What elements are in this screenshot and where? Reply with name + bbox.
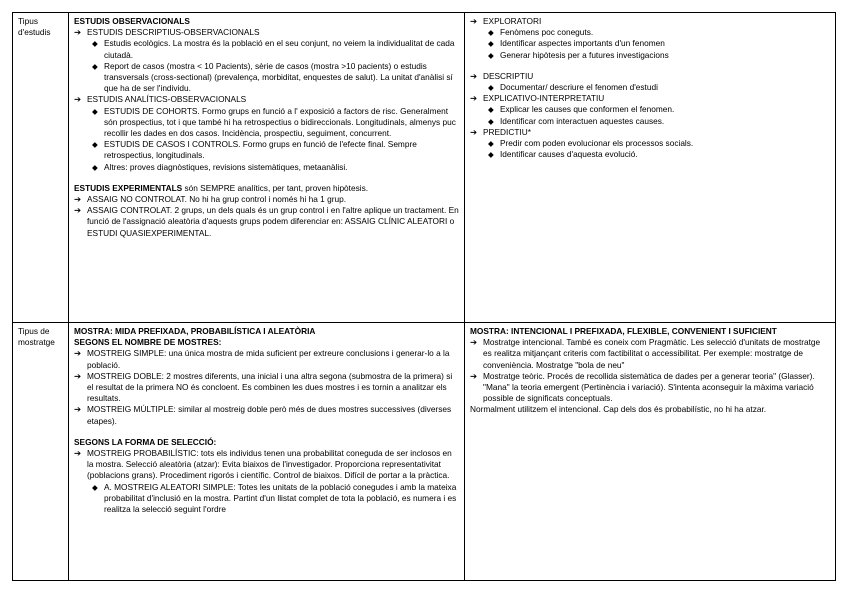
list-item: ◆ Documentar/ descriure el fenomen d'estudi — [488, 82, 658, 93]
list-item: ➔ ASSAIG NO CONTROLAT. No hi ha grup control i només hi ha 1 grup. — [74, 194, 347, 205]
study-purpose-cell — [465, 13, 836, 323]
list-item: ➔ MOSTREIG PROBABILÍSTIC: tots els individus tenen una probabilitat coneguda de ser inclosos en la mostra. Selecció aleatòria (atzar): Evita biaixos de l'investigador. Proporciona representativitat (poblacions grans). Procediment rigorós i científic. Control de biaixos. Difícil de portar a la pràctica. — [74, 448, 452, 481]
predictive-heading: ➔ PREDICTIU* — [470, 126, 531, 137]
arrow-icon: ➔ — [74, 194, 81, 205]
list-item: ◆ Report de casos (mostra < 10 Pacients), sèrie de casos (mostra >10 pacients) o estudis transversals (cross-sectional) (prevalença, morbiditat, enquestes de salut). La unitat d'anàlisi sí que ha de ser l'individu. — [92, 60, 453, 94]
diamond-bullet-icon: ◆ — [488, 139, 494, 149]
arrow-icon: ➔ — [470, 370, 477, 381]
arrow-icon: ➔ — [74, 205, 81, 216]
list-item: ➔ MOSTREIG DOBLE: 2 mostres diferents, una inicial i una altra segona (submostra de la primera) si el resultat de la primera NO és concloent. Es combinen les dues mostres i es tornin a analitzar els resultats. — [74, 370, 453, 404]
list-item: ◆ Estudis ecològics. La mostra és la població en el seu conjunt, no veiem la individualitat de cada ciutadà. — [92, 38, 455, 60]
explicative-heading: ➔ EXPLICATIVO-INTERPRETATIU — [470, 93, 605, 104]
study-types-table — [12, 12, 836, 581]
arrow-icon: ➔ — [470, 126, 477, 137]
diamond-bullet-icon: ◆ — [488, 28, 494, 38]
arrow-icon: ➔ — [74, 448, 81, 459]
row-label-study-types: Tipus d'estudis — [13, 13, 69, 323]
diamond-bullet-icon: ◆ — [92, 61, 98, 71]
closing-note: Normalment utilitzem el intencional. Cap dels dos és probabilístic, no hi ha atzar. — [470, 404, 767, 415]
list-item: ➔ Mostratge intencional. També es coneix com Pragmàtic. Les selecció d'unitats de mostratge es realitza mitjançant criteris com factibilitat o accessibilitat. Per exemple: mostratge de conveniència. Mostratge "bola de neu" — [470, 337, 821, 370]
list-item: ◆ ESTUDIS DE COHORTS. Formo grups en funció a l' exposició a factors de risc. Generalment són prospectius, tot i que també hi ha retrospectius o bidireccionals. Longitudinals, almenys puc recollir les dades en dos casos. Incidència, prospectiu, seguiment, concurrent. — [92, 105, 456, 139]
diamond-bullet-icon: ◆ — [92, 162, 98, 172]
list-item: ◆ A. MOSTREIG ALEATORI SIMPLE: Totes les unitats de la població conegudes i amb la mateixa probabilitat d'inclusió en la mostra. Partint d'un llistat complet de tota la població, es numera i es realitza la selecció seguint l'ordre — [92, 481, 457, 515]
observational-experimental-cell — [69, 13, 465, 323]
list-item: ◆ Explicar les causes que conformen el fenomen. — [488, 104, 675, 115]
diamond-bullet-icon: ◆ — [92, 140, 98, 150]
exploratory-heading: ➔ EXPLORATORI — [470, 16, 542, 26]
list-item: ◆ Identificar com interactuen aquestes causes. — [488, 115, 665, 126]
list-item: ◆ Identificar causes d'aquesta evolució. — [488, 149, 638, 160]
arrow-icon: ➔ — [470, 70, 477, 81]
list-item: ◆ Generar hipòtesis per a futures investigacions — [488, 49, 669, 60]
list-item: ➔ ASSAIG CONTROLAT. 2 grups, un dels quals és un grup control i en l'altre aplique un tractament. En funció de l'assignació aleatòria d'aquests grups podem diferenciar en: ASSAIG CLÍNIC ALEATORI o ESTUDI QUASIEXPERIMENTAL. — [74, 205, 459, 238]
list-item: ➔ MOSTREIG SIMPLE: una única mostra de mida suficient per extreure conclusions i generar-lo a la població. — [74, 348, 450, 370]
row-sampling-types — [13, 323, 836, 581]
list-item: ◆ Predir com poden evolucionar els processos socials. — [488, 138, 694, 149]
diamond-bullet-icon: ◆ — [488, 83, 494, 93]
list-item: ◆ Fenòmens poc coneguts. — [488, 27, 594, 38]
analytical-observational-heading: ➔ ESTUDIS ANALÍTICS-OBSERVACIONALS — [74, 94, 247, 105]
observational-title: ESTUDIS OBSERVACIONALS — [74, 16, 190, 26]
intentional-sample-cell — [465, 323, 836, 581]
arrow-icon: ➔ — [470, 93, 477, 104]
list-item: ◆ Altres: proves diagnòstiques, revisions sistemàtiques, metaanàlisi. — [92, 161, 348, 172]
diamond-bullet-icon: ◆ — [488, 50, 494, 60]
diamond-bullet-icon: ◆ — [488, 39, 494, 49]
list-item: ◆ ESTUDIS DE CASOS I CONTROLS. Formo grups en funció de l'efecte final. Sempre retrospectius, longitudinals. — [92, 139, 417, 161]
arrow-icon: ➔ — [74, 27, 81, 38]
descriptive-heading: ➔ DESCRIPTIU — [470, 70, 534, 81]
diamond-bullet-icon: ◆ — [92, 482, 98, 492]
probabilistic-sample-title: MOSTRA: MIDA PREFIXADA, PROBABILÍSTICA I ALEATÒRIA — [74, 326, 316, 336]
arrow-icon: ➔ — [74, 370, 81, 381]
experimental-paragraph: ESTUDIS EXPERIMENTALS són SEMPRE analítics, per tant, proven hipòtesis. — [74, 182, 369, 193]
probabilistic-sample-cell — [69, 323, 465, 581]
intentional-sample-title: MOSTRA: INTENCIONAL I PREFIXADA, FLEXIBLE, CONVENIENT I SUFICIENT — [470, 326, 777, 336]
arrow-icon: ➔ — [74, 94, 81, 105]
arrow-icon: ➔ — [470, 16, 477, 26]
list-item: ➔ Mostratge teòric. Procés de recollida sistemàtica de dades per a generar teoria" (Glasser). "Mana" la teoria emergent (Pertinència i variació). S'intenta aconseguir la màxima variació possible de significats conceptuals. — [470, 370, 815, 404]
list-item: ◆ Identificar aspectes importants d'un fenomen — [488, 38, 665, 49]
experimental-title: ESTUDIS EXPERIMENTALS — [74, 182, 183, 193]
selection-form-heading: SEGONS LA FORMA DE SELECCIÓ: — [74, 436, 217, 447]
sample-count-heading: SEGONS EL NOMBRE DE MOSTRES: — [74, 337, 222, 348]
list-item: ➔ MOSTREIG MÚLTIPLE: similar al mostreig doble però més de dues mostres successives (diverses etapes). — [74, 404, 452, 426]
diamond-bullet-icon: ◆ — [488, 116, 494, 126]
diamond-bullet-icon: ◆ — [488, 105, 494, 115]
arrow-icon: ➔ — [74, 404, 81, 415]
diamond-bullet-icon: ◆ — [92, 39, 98, 49]
arrow-icon: ➔ — [74, 348, 81, 359]
arrow-icon: ➔ — [470, 337, 477, 348]
descriptive-observational-heading: ➔ ESTUDIS DESCRIPTIUS-OBSERVACIONALS — [74, 27, 260, 38]
row-label-sampling-types: Tipus de mostratge — [13, 323, 69, 581]
diamond-bullet-icon: ◆ — [488, 150, 494, 160]
diamond-bullet-icon: ◆ — [92, 106, 98, 116]
row-study-types — [13, 13, 836, 323]
